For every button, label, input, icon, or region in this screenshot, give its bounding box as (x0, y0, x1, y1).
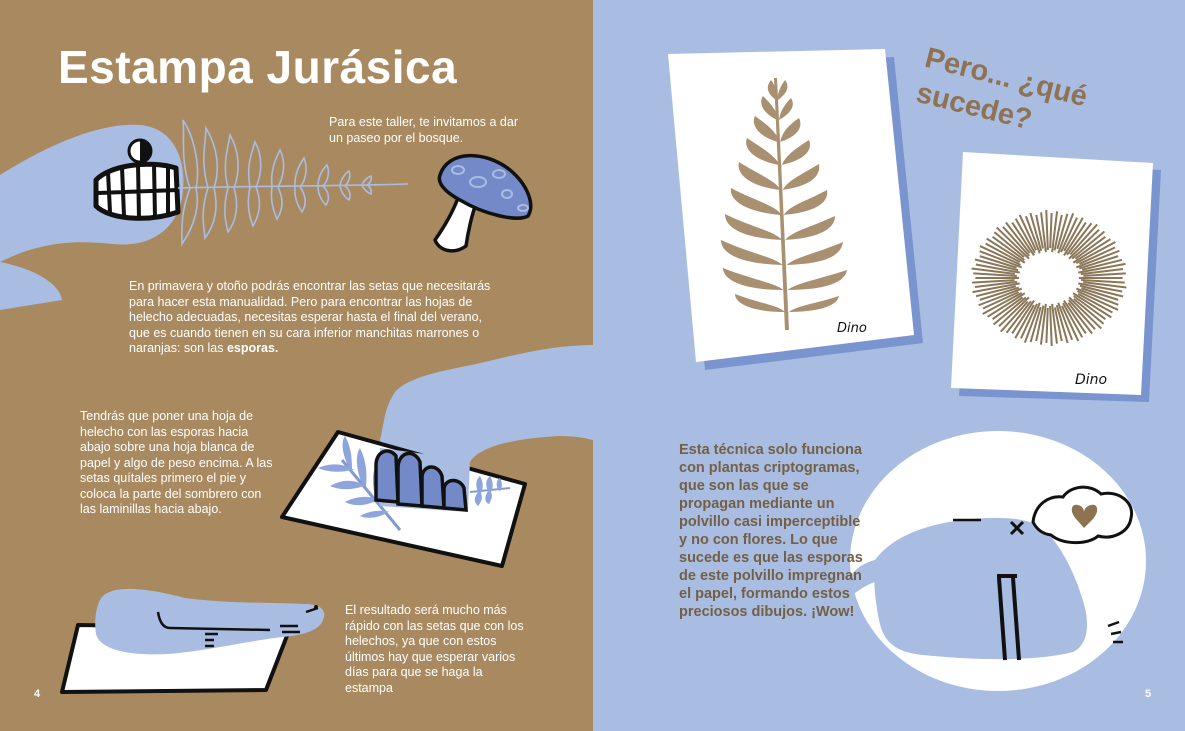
spores-paragraph (129, 279, 504, 357)
intro-paragraph: Para este taller, te invitamos a dar un paseo por el bosque. (329, 115, 518, 145)
page-number-right: 5 (1145, 688, 1152, 700)
page-number-left: 4 (34, 688, 41, 700)
spore-line (1050, 213, 1051, 248)
mushroom-icon (435, 156, 531, 251)
dinosaur-on-paper-illustration (62, 589, 324, 692)
page-title: Estampa Jurásica (58, 41, 458, 93)
section-title: Pero... ¿qué sucede? (913, 41, 1091, 137)
signature-1: Dino (837, 321, 867, 336)
mushroom-print-card (951, 152, 1161, 402)
instructions-paragraph: Tendrás que poner una hoja de helecho con las esporas hacia abajo sobre una hoja blanca de papel y algo de peso encima. A las setas quítales primero el pie y coloca la parte del sombrero con las laminillas hacia abajo. (80, 409, 273, 516)
paper-sheet-with-fern (282, 432, 525, 566)
explanation-paragraph: Esta técnica solo funciona con plantas criptogramas, que son las que se propagan mediante un polvillo casi imperceptible y no con flores. Lo que sucede es que las esporas de este polvillo impregnan el papel, formando estos preciosos dibujos. ¡Wow! (679, 442, 863, 620)
spore-line (1046, 308, 1047, 343)
thinking-dinosaur-illustration (845, 431, 1146, 691)
result-paragraph: El resultado será mucho más rápido con las setas que con los helechos, ya que con estos últimos hay que esperar varios días para que se haga la estampa (345, 603, 524, 695)
spores-paragraph-text: En primavera y otoño podrás encontrar las setas que necesitarás para hacer esta manualidad. Pero para encontrar las hojas de helecho adecuadas, necesitas esperar hasta el final del verano, que es cuando tienen en su cara inferior manchitas marrones o naranjas: son las (129, 279, 491, 355)
right-page (593, 0, 1185, 731)
spores-bold-word: esporas. (226, 341, 279, 355)
dinosaur-neck-illustration (380, 345, 593, 462)
signature-2: Dino (1075, 372, 1108, 388)
fern-print-card (668, 49, 923, 370)
